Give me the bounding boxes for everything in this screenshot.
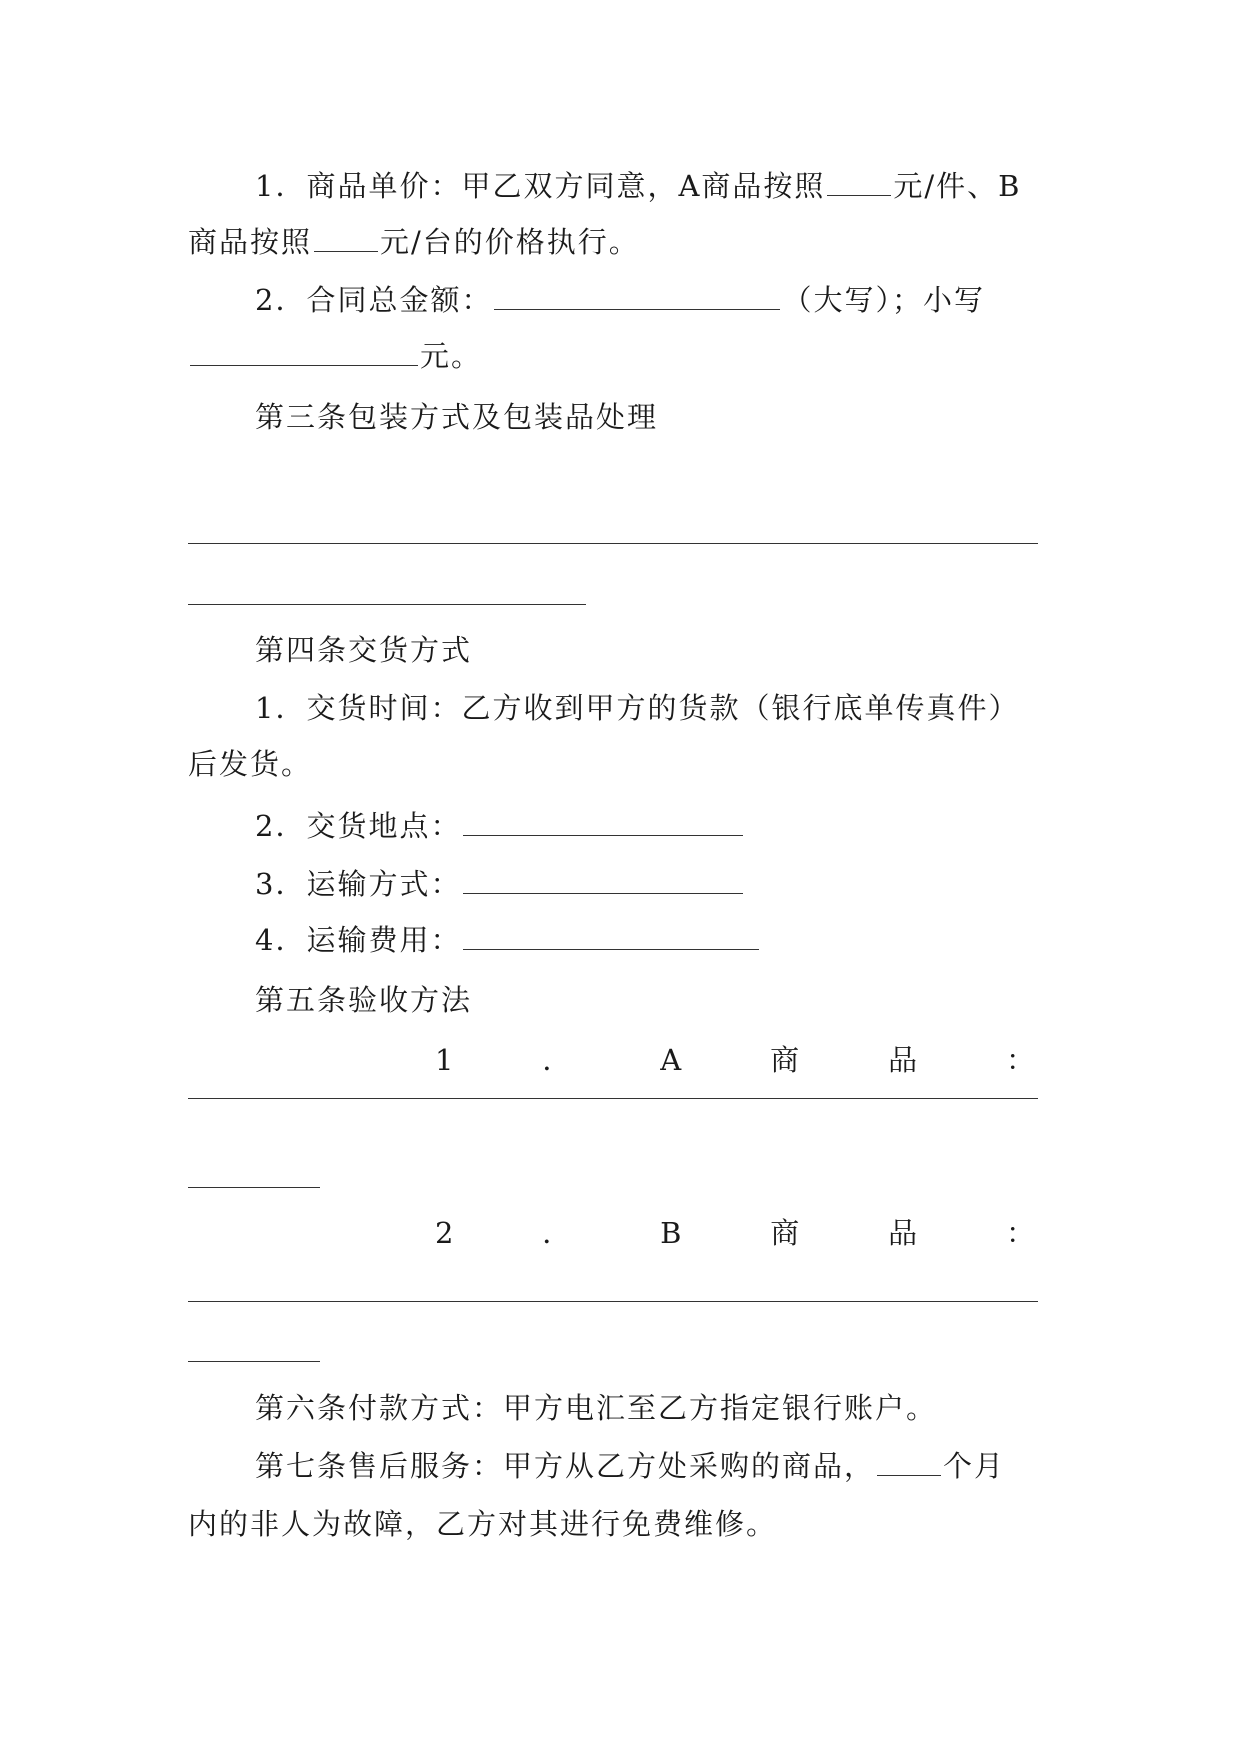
- blank-line-inspection-b-2: [188, 1361, 320, 1362]
- transport-cost-label: 4．运输费用：: [255, 923, 462, 957]
- unit-price-line-2: [188, 222, 640, 262]
- delivery-time-line-2: 后发货。: [188, 747, 313, 781]
- inspection-b-letter: B: [660, 1216, 682, 1250]
- section-4-heading: 第四条交货方式: [255, 633, 473, 667]
- transport-cost-line: [255, 920, 761, 960]
- section-7-line-1: [255, 1446, 1005, 1486]
- blank-line-inspection-b-1: [188, 1301, 1038, 1302]
- section-7-line-2: 内的非人为故障，乙方对其进行免费维修。: [188, 1507, 778, 1541]
- inspection-a-char-1: 商: [770, 1043, 800, 1077]
- section-3-heading: 第三条包装方式及包装品处理: [255, 400, 659, 434]
- delivery-place-label: 2．交货地点：: [255, 809, 462, 843]
- section-6-payment: 第六条付款方式：甲方电汇至乙方指定银行账户。: [255, 1391, 938, 1425]
- unit-price-text-c: 商品按照: [188, 225, 313, 259]
- delivery-time-line-1: 1．交货时间：乙方收到甲方的货款（银行底单传真件）: [255, 691, 1020, 725]
- inspection-b-number: 2: [435, 1216, 454, 1250]
- unit-price-text-b: 元/件、B: [893, 169, 1022, 203]
- blank-transport-method: [463, 871, 743, 894]
- blank-line-packaging-2: [188, 604, 586, 605]
- unit-price-text-a: 1．商品单价：甲乙双方同意，A商品按照: [255, 169, 826, 203]
- blank-line-inspection-a-1: [188, 1098, 1038, 1099]
- total-amount-capital-text: （大写）；小写: [782, 283, 985, 317]
- transport-method-line: [255, 864, 745, 904]
- blank-a-price: [827, 173, 891, 196]
- inspection-b-char-2: 品: [888, 1216, 918, 1250]
- total-amount-unit: 元。: [420, 339, 483, 373]
- inspection-b-line: [435, 1213, 1035, 1253]
- unit-price-text-d: 元/台的价格执行。: [380, 225, 640, 259]
- section-5-heading: 第五条验收方法: [255, 983, 473, 1017]
- inspection-a-char-2: 品: [888, 1043, 918, 1077]
- inspection-b-colon: ：: [1005, 1216, 1035, 1250]
- inspection-b-char-1: 商: [770, 1216, 800, 1250]
- after-sales-text-b: 个月: [943, 1449, 1006, 1483]
- inspection-a-line: [435, 1040, 1035, 1080]
- after-sales-text-a: 第七条售后服务：甲方从乙方处采购的商品，: [255, 1449, 876, 1483]
- inspection-a-colon: ：: [1005, 1043, 1035, 1077]
- inspection-a-dot: ．: [542, 1043, 572, 1077]
- blank-transport-cost: [463, 927, 759, 950]
- inspection-a-letter: A: [660, 1043, 682, 1077]
- blank-line-packaging-1: [188, 543, 1038, 544]
- inspection-b-dot: ．: [542, 1216, 572, 1250]
- inspection-a-number: 1: [435, 1043, 454, 1077]
- transport-method-label: 3．运输方式：: [255, 867, 462, 901]
- blank-line-inspection-a-2: [188, 1187, 320, 1188]
- blank-b-price: [314, 229, 378, 252]
- blank-total-figure: [190, 343, 418, 366]
- blank-delivery-place: [463, 813, 743, 836]
- total-amount-line-1: [255, 280, 985, 320]
- total-amount-line-2: [188, 336, 482, 376]
- blank-warranty-months: [877, 1453, 941, 1476]
- blank-total-capital: [494, 287, 780, 310]
- total-amount-label: 2．合同总金额：: [255, 283, 493, 317]
- unit-price-line-1: [255, 166, 1022, 206]
- delivery-place-line: [255, 806, 745, 846]
